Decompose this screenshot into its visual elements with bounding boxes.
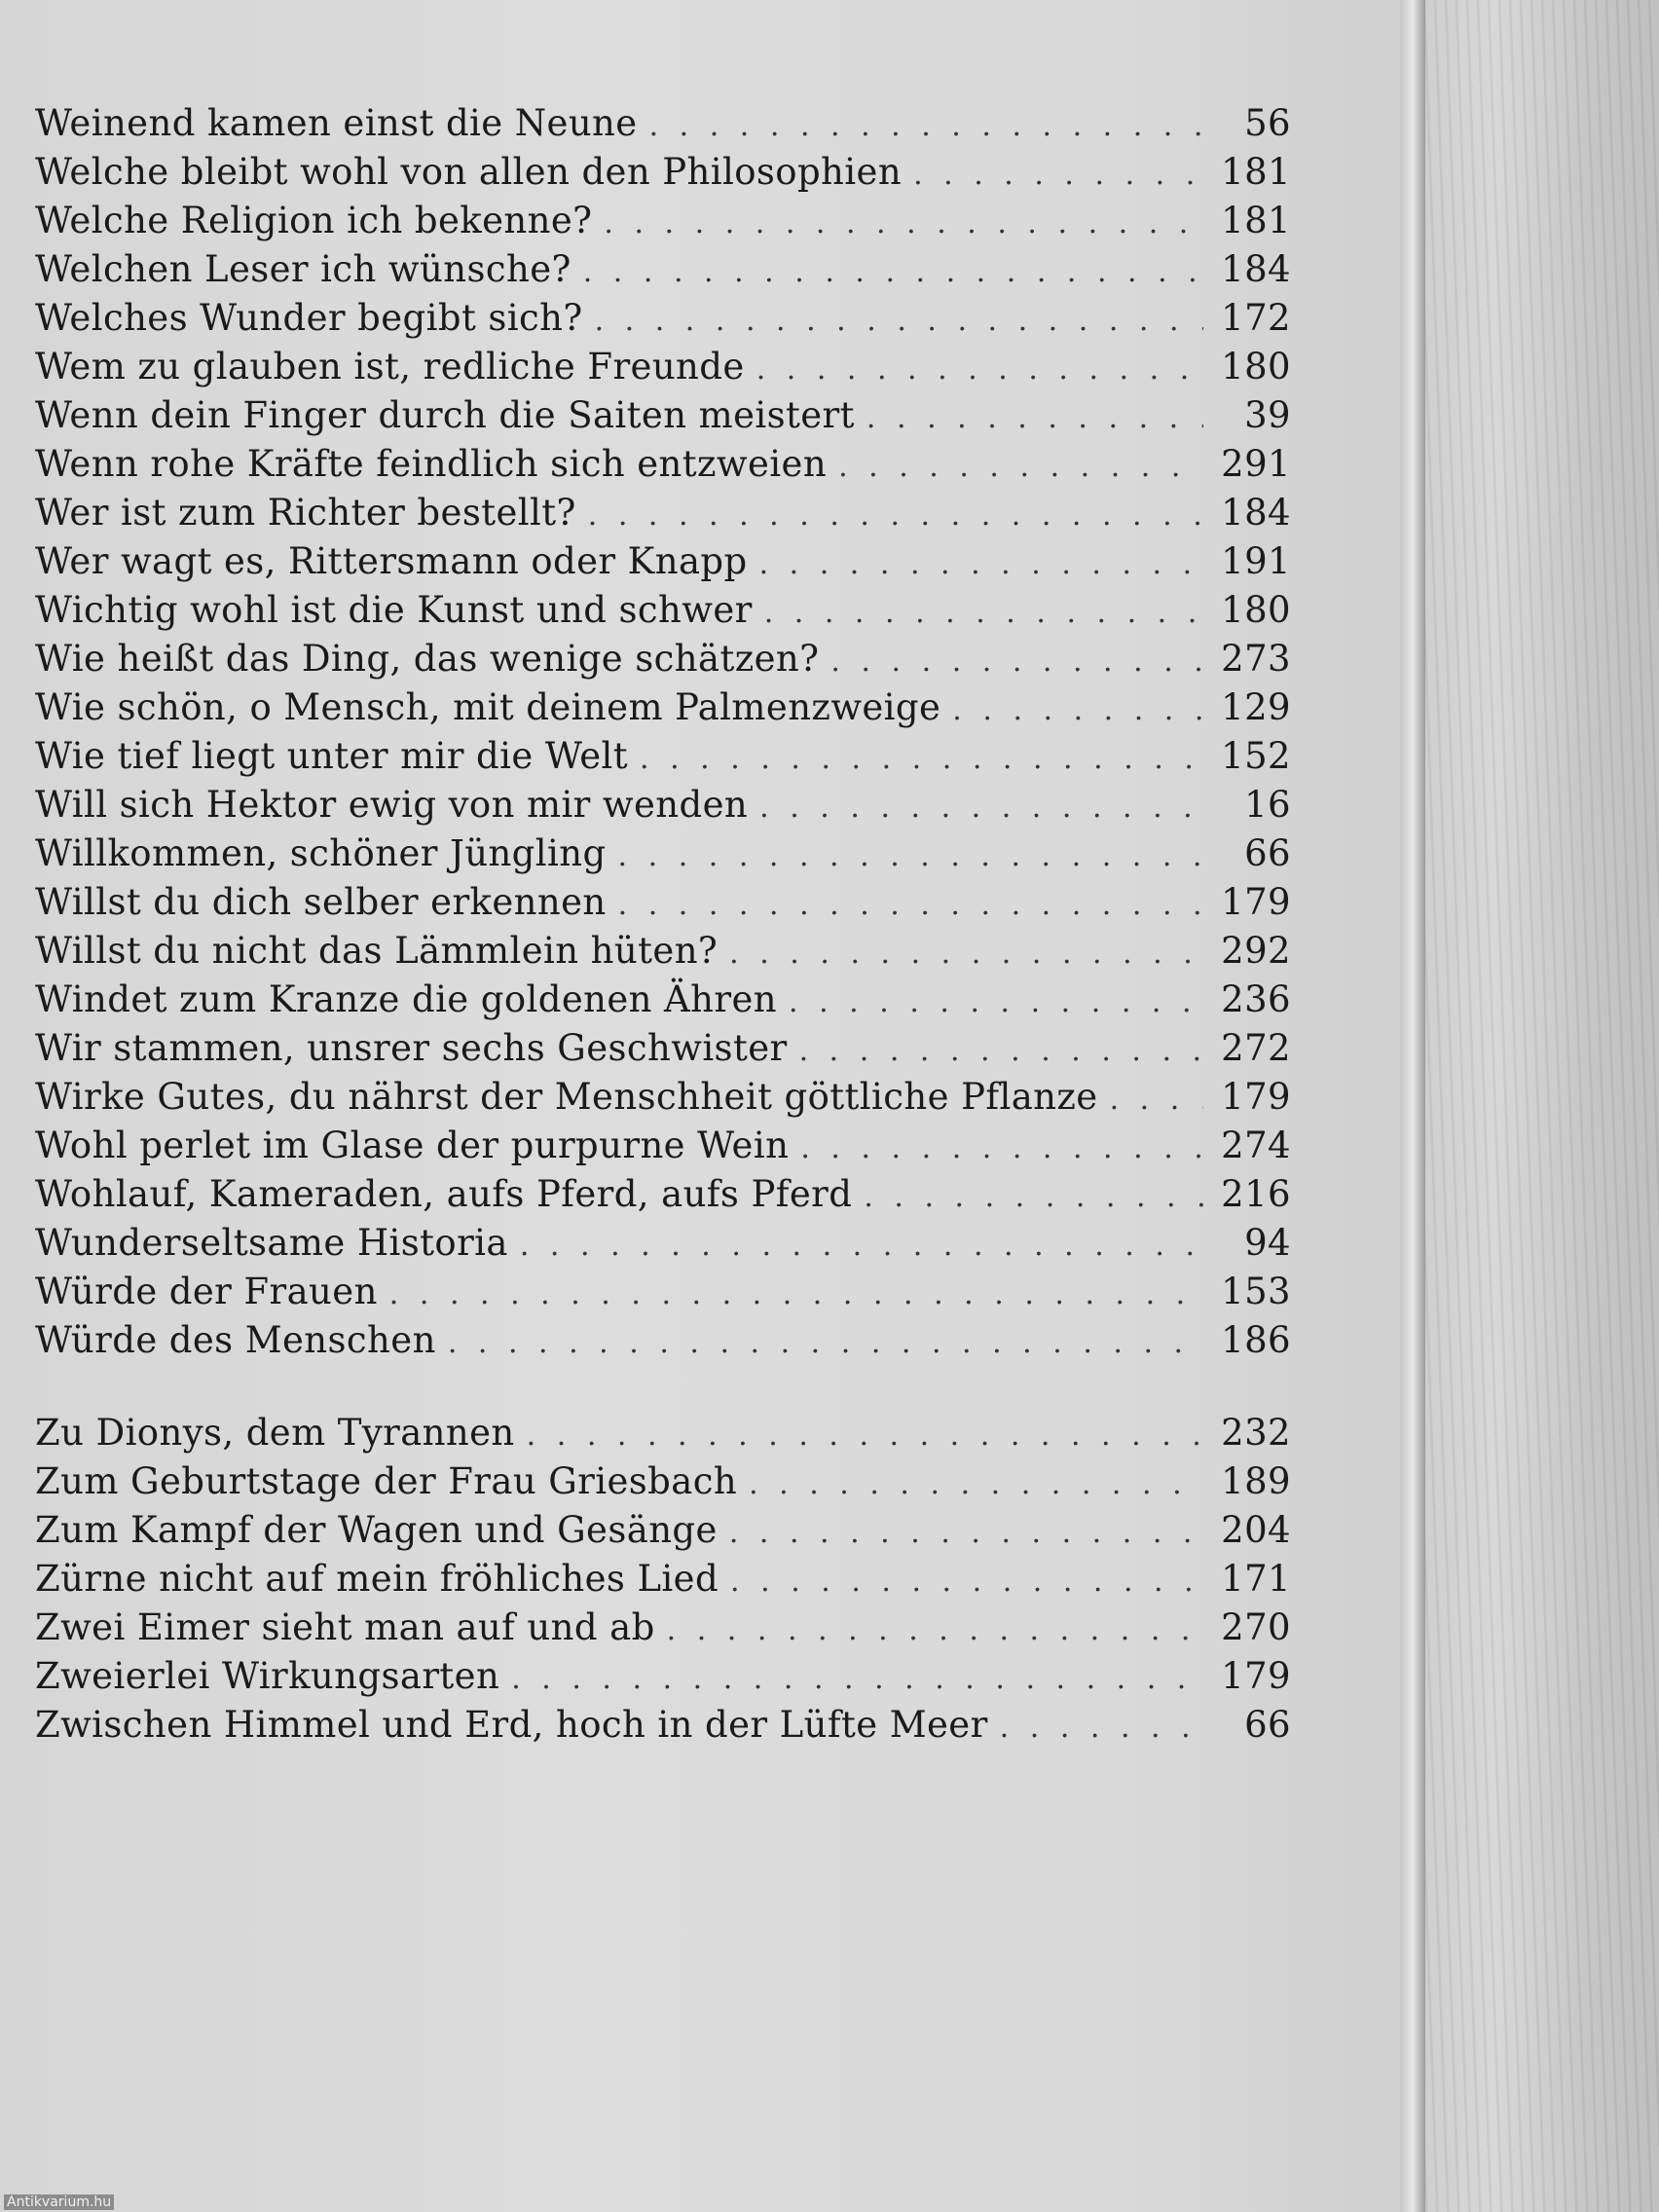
entry-title: Würde der Frauen [35, 1271, 378, 1312]
entry-title: Windet zum Kranze die goldenen Ähren [35, 978, 778, 1020]
group-spacer [35, 1365, 1291, 1409]
index-entry [35, 1268, 1291, 1316]
entry-page-number: 184 [1221, 492, 1291, 534]
page-edge [1400, 0, 1425, 2212]
index-entry [35, 1170, 1291, 1219]
dot-leader [527, 1412, 1203, 1460]
entry-page-number: 171 [1221, 1558, 1291, 1600]
index-entry [35, 294, 1291, 343]
dot-leader [520, 1222, 1203, 1271]
index-entry [35, 440, 1291, 489]
dot-leader [1110, 1076, 1203, 1124]
index-entry [35, 245, 1291, 294]
entry-title: Wir stammen, unsrer sechs Geschwister [35, 1027, 788, 1069]
dot-leader [749, 1460, 1203, 1509]
index-entry [35, 391, 1291, 440]
dot-leader [595, 297, 1203, 346]
entry-title: Wer ist zum Richter bestellt? [35, 492, 576, 534]
entry-page-number: 181 [1221, 200, 1291, 241]
entry-page-number: 16 [1244, 784, 1291, 826]
dot-leader [588, 492, 1203, 540]
entry-page-number: 191 [1221, 540, 1291, 582]
index-entry [35, 927, 1291, 976]
index-entry [35, 635, 1291, 683]
dot-leader [799, 1027, 1203, 1076]
index-entry [35, 1555, 1291, 1604]
entry-title: Wohl perlet im Glase der purpurne Wein [35, 1124, 790, 1166]
dot-leader [604, 200, 1203, 248]
poem-index [35, 99, 1291, 1750]
entry-page-number: 184 [1221, 248, 1291, 290]
entry-page-number: 274 [1221, 1124, 1291, 1166]
entry-title: Willkommen, schöner Jüngling [35, 832, 607, 874]
dot-leader [618, 832, 1203, 881]
index-entry [35, 148, 1291, 197]
entry-title: Welche bleibt wohl von allen den Philosophien [35, 151, 903, 193]
index-entry [35, 683, 1291, 732]
index-entry [35, 1652, 1291, 1701]
dot-leader [511, 1655, 1203, 1704]
entry-page-number: 180 [1221, 589, 1291, 631]
dot-leader [764, 589, 1203, 638]
entry-page-number: 66 [1244, 832, 1291, 874]
dot-leader [789, 978, 1203, 1027]
index-entry [35, 99, 1291, 148]
entry-page-number: 179 [1221, 1655, 1291, 1697]
entry-page-number: 236 [1221, 978, 1291, 1020]
entry-title: Zum Kampf der Wagen und Gesänge [35, 1509, 718, 1551]
dot-leader [759, 784, 1203, 832]
entry-page-number: 273 [1221, 638, 1291, 680]
entry-title: Welche Religion ich bekenne? [35, 200, 593, 241]
index-entry [35, 1457, 1291, 1506]
dot-leader [667, 1606, 1203, 1655]
index-entry [35, 1024, 1291, 1073]
dot-leader [618, 881, 1203, 930]
index-entry [35, 976, 1291, 1024]
entry-page-number: 292 [1221, 930, 1291, 972]
entry-title: Würde des Menschen [35, 1319, 436, 1361]
dot-leader [583, 248, 1203, 297]
entry-page-number: 186 [1221, 1319, 1291, 1361]
entry-page-number: 270 [1221, 1606, 1291, 1648]
entry-title: Wenn rohe Kräfte feindlich sich entzweien [35, 443, 828, 485]
entry-title: Zweierlei Wirkungsarten [35, 1655, 500, 1697]
entry-title: Wie schön, o Mensch, mit deinem Palmenzweige [35, 686, 941, 728]
dot-leader [800, 1124, 1203, 1173]
entry-title: Will sich Hektor ewig von mir wenden [35, 784, 749, 826]
dot-leader [448, 1319, 1203, 1368]
dot-leader [649, 102, 1203, 151]
index-entry [35, 489, 1291, 537]
watermark: Antikvarium.hu [4, 2194, 114, 2210]
index-entry [35, 1604, 1291, 1652]
dot-leader [729, 930, 1203, 978]
index-entry [35, 537, 1291, 586]
index-entry [35, 343, 1291, 391]
dot-leader [1000, 1704, 1203, 1752]
dot-leader [952, 686, 1203, 735]
entry-title: Zu Dionys, dem Tyrannen [35, 1412, 515, 1454]
entry-page-number: 66 [1244, 1704, 1291, 1746]
index-entry [35, 586, 1291, 635]
index-group-z [35, 1409, 1291, 1750]
dot-leader [640, 735, 1203, 784]
entry-title: Wer wagt es, Rittersmann oder Knapp [35, 540, 748, 582]
index-entry [35, 1701, 1291, 1750]
entry-page-number: 232 [1221, 1412, 1291, 1454]
entry-page-number: 94 [1244, 1222, 1291, 1264]
index-entry [35, 1409, 1291, 1457]
dot-leader [756, 346, 1203, 394]
entry-page-number: 153 [1221, 1271, 1291, 1312]
entry-page-number: 272 [1221, 1027, 1291, 1069]
entry-page-number: 152 [1221, 735, 1291, 777]
index-entry [35, 1073, 1291, 1122]
entry-title: Wie tief liegt unter mir die Welt [35, 735, 629, 777]
entry-title: Wem zu glauben ist, redliche Freunde [35, 346, 745, 387]
index-entry [35, 1219, 1291, 1268]
entry-title: Zwischen Himmel und Erd, hoch in der Lüfte Meer [35, 1704, 988, 1746]
entry-page-number: 204 [1221, 1509, 1291, 1551]
entry-page-number: 216 [1221, 1173, 1291, 1215]
entry-page-number: 179 [1221, 881, 1291, 923]
entry-title: Wichtig wohl ist die Kunst und schwer [35, 589, 753, 631]
entry-page-number: 39 [1244, 394, 1291, 436]
entry-title: Willst du dich selber erkennen [35, 881, 607, 923]
entry-page-number: 189 [1221, 1460, 1291, 1502]
index-entry [35, 1122, 1291, 1170]
dot-leader [389, 1271, 1203, 1319]
entry-title: Wohlauf, Kameraden, aufs Pferd, aufs Pferd [35, 1173, 853, 1215]
entry-title: Wie heißt das Ding, das wenige schätzen? [35, 638, 820, 680]
entry-page-number: 180 [1221, 346, 1291, 387]
wooden-background [1425, 0, 1659, 2212]
index-entry [35, 732, 1291, 781]
entry-title: Wirke Gutes, du nährst der Menschheit göttliche Pflanze [35, 1076, 1098, 1118]
entry-page-number: 129 [1221, 686, 1291, 728]
entry-page-number: 179 [1221, 1076, 1291, 1118]
dot-leader [838, 443, 1203, 492]
entry-page-number: 291 [1221, 443, 1291, 485]
dot-leader [913, 151, 1203, 200]
index-entry [35, 1506, 1291, 1555]
entry-title: Zürne nicht auf mein fröhliches Lied [35, 1558, 719, 1600]
index-entry [35, 781, 1291, 830]
entry-title: Willst du nicht das Lämmlein hüten? [35, 930, 719, 972]
dot-leader [759, 540, 1203, 589]
entry-title: Wenn dein Finger durch die Saiten meistert [35, 394, 855, 436]
dot-leader [830, 638, 1203, 686]
entry-title: Wunderseltsame Historia [35, 1222, 508, 1264]
index-entry [35, 1316, 1291, 1365]
entry-title: Zum Geburtstage der Frau Griesbach [35, 1460, 738, 1502]
entry-title: Zwei Eimer sieht man auf und ab [35, 1606, 655, 1648]
entry-title: Welches Wunder begibt sich? [35, 297, 583, 339]
index-group-w [35, 99, 1291, 1365]
entry-title: Weinend kamen einst die Neune [35, 102, 638, 144]
index-entry [35, 197, 1291, 245]
dot-leader [730, 1558, 1203, 1606]
entry-page-number: 181 [1221, 151, 1291, 193]
index-entry [35, 830, 1291, 878]
entry-title: Welchen Leser ich wünsche? [35, 248, 571, 290]
entry-page-number: 172 [1221, 297, 1291, 339]
index-entry [35, 878, 1291, 927]
dot-leader [729, 1509, 1203, 1558]
dot-leader [864, 1173, 1203, 1222]
dot-leader [866, 394, 1203, 443]
entry-page-number: 56 [1244, 102, 1291, 144]
